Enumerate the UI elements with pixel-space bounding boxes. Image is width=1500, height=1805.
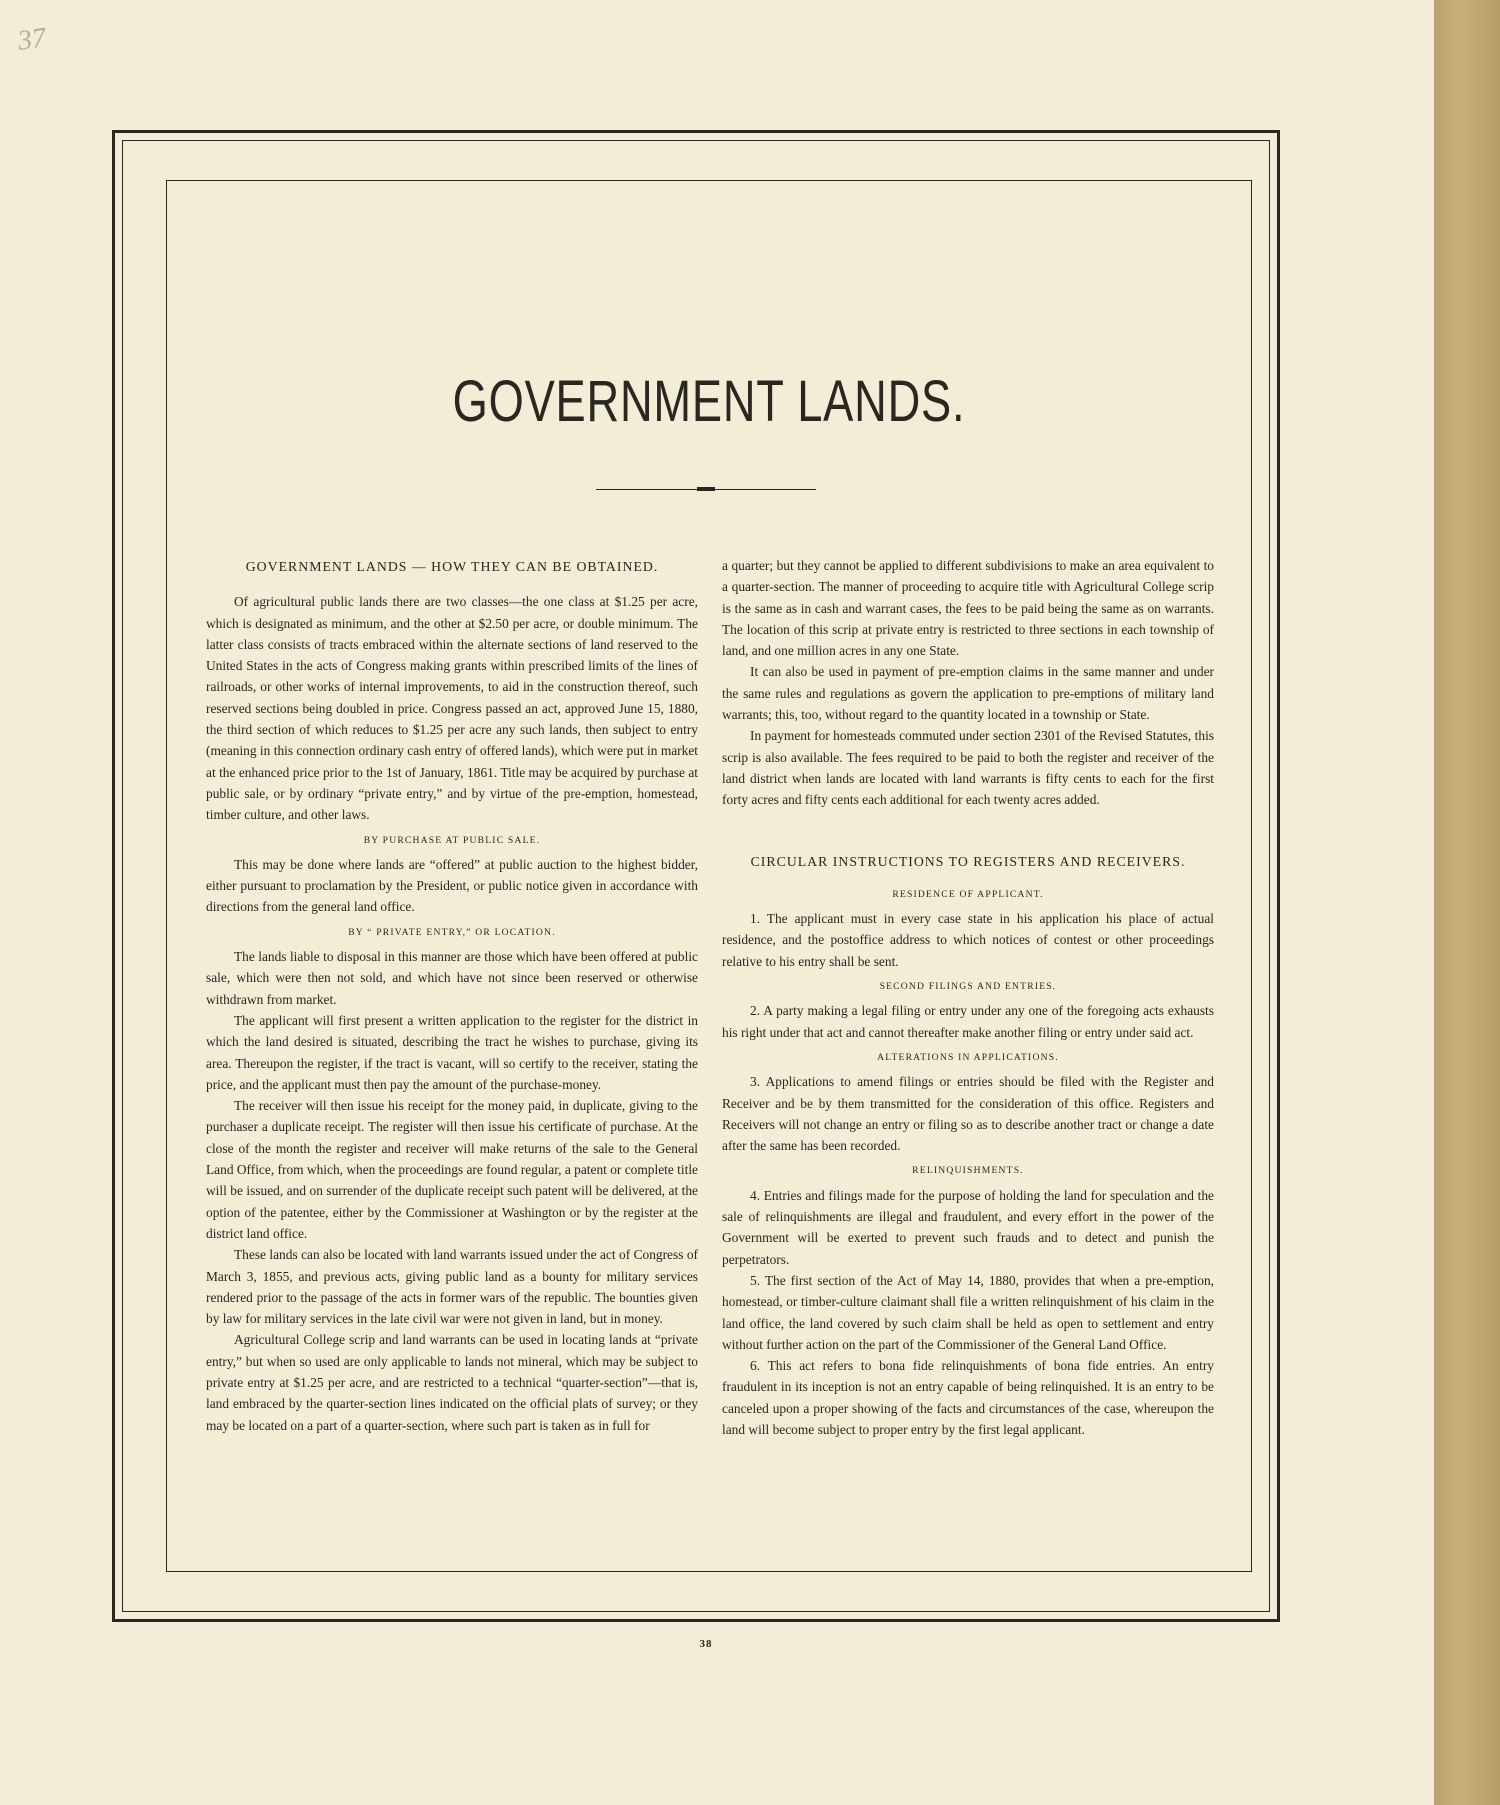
paragraph: 2. A party making a legal filing or entry under any one of the foregoing acts exhausts his right under that act and cannot thereafter make another filing or entry under said act.: [722, 1003, 1214, 1040]
paragraph: 4. Entries and filings made for the purpose of holding the land for speculation and the sale of relinquishments are illegal and fraudulent, and every effort in the power of the Government will be exerted to prevent such frauds and to detect and punish the perpetrators.: [722, 1187, 1214, 1267]
subheading-relinquishments: RELINQUISHMENTS.: [912, 1165, 1024, 1177]
paragraph: 3. Applications to amend filings or entries should be filed with the Register and Receiver and be by them transmitted for the consideration of this office. Registers and Receivers will not change an entry or filing so as to describe another tract or change a date after the same has been recorded.: [722, 1074, 1214, 1154]
paragraph: Agricultural College scrip and land warrants can be used in locating lands at “private entry,” but when so used are only applicable to lands not mineral, which may be subject to private entry at $1.25 per acre, and are restricted to a technical “quarter-section”—that is, land embraced by the quarter-section lines indicated on the official plats of survey; or they may be located on a part of a quarter-section, where such part is taken as in full for: [206, 1332, 698, 1433]
paragraph: It can also be used in payment of pre-emption claims in the same manner and under the same rules and regulations as govern the application to pre-emptions of military land warrants; this, too, without regard to the quantity located in a township or State.: [722, 664, 1214, 723]
paragraph: 1. The applicant must in every case state in his application his place of actual residence, and the postoffice address to which notices of contest or other proceedings relative to his entry shall be sent.: [722, 911, 1214, 969]
subheading-private-entry: BY “ PRIVATE ENTRY,” OR LOCATION.: [348, 926, 556, 938]
page-number: 38: [699, 1638, 713, 1650]
book-spine-edge: [1434, 0, 1500, 1805]
subheading-residence: RESIDENCE OF APPLICANT.: [892, 888, 1044, 900]
corner-pencil-mark: 37: [15, 22, 48, 57]
left-column: [206, 556, 698, 1436]
paragraph: a quarter; but they cannot be applied to different subdivisions to make an area equivalent to a quarter-section. The manner of proceeding to acquire title with Agricultural College scrip is the same as in cash and warrant cases, the fees to be paid being the same as on warrants. The location of this scrip at private entry is restricted to three sections in each township of land, and one million acres in any one State.: [722, 558, 1214, 659]
paragraph: In payment for homesteads commuted under section 2301 of the Revised Statutes, this scrip is also available. The fees required to be paid to both the register and receiver of the land district when lands are located with land warrants is fifty cents to each for the first forty acres and fifty cents each additional for each twenty acres added.: [722, 728, 1214, 808]
paragraph: These lands can also be located with land warrants issued under the act of Congress of March 3, 1855, and previous acts, giving public land as a bounty for military services rendered prior to the passage of the acts in former wars of the republic. The bounties given by law for military services in the late civil war were not given in land, but in money.: [206, 1247, 698, 1327]
paragraph: The applicant will first present a written application to the register for the district in which the land desired is situated, describing the tract he wishes to purchase, giving its area. Thereupon the register, if the tract is vacant, will so certify to the receiver, stating the price, and the applicant must then pay the amount of the purchase-money.: [206, 1012, 698, 1092]
paragraph: 5. The first section of the Act of May 14, 1880, provides that when a pre-emption, homestead, or timber-culture claimant shall file a written relinquishment of his claim in the land office, the land covered by such claim shall be held as open to settlement and entry without further action on the part of the Commissioner of the General Land Office.: [722, 1272, 1214, 1352]
title-divider-ornament: [697, 487, 715, 491]
paragraph: The lands liable to disposal in this manner are those which have been offered at public sale, which were then not sold, and which have not since been reserved or otherwise withdrawn from market.: [206, 949, 698, 1007]
subheading-public-sale: BY PURCHASE AT PUBLIC SALE.: [363, 834, 541, 846]
paragraph: 6. This act refers to bona fide relinquishments of bona fide entries. An entry fraudulent in its inception is not an entry capable of being relinquished. It is an entry to be canceled upon a proper showing of the facts and circumstances of the case, whereupon the land will become subject to proper entry by the first legal applicant.: [722, 1358, 1214, 1437]
paragraph: The receiver will then issue his receipt for the money paid, in duplicate, giving to the purchaser a duplicate receipt. The register will then issue his certificate of purchase. At the close of the month the register and receiver will make returns of the sale to the General Land Office, from which, when the proceedings are found regular, a patent or complete title will be issued, and on surrender of the duplicate receipt such patent will be delivered, at the option of the patentee, either by the Commissioner at Washington or by the register at the district land office.: [206, 1098, 698, 1241]
page-title: GOVERNMENT LANDS.: [452, 369, 966, 434]
paragraph: This may be done where lands are “offered” at public auction to the highest bidder, either pursuant to proclamation by the President, or public notice given in accordance with directions from the general land office.: [206, 856, 698, 915]
right-column: [722, 555, 1214, 1440]
subheading-second-filings: SECOND FILINGS AND ENTRIES.: [879, 981, 1057, 993]
section-heading-circular-instructions: CIRCULAR INSTRUCTIONS TO REGISTERS AND RECEIVERS.: [750, 853, 1186, 869]
paragraph: Of agricultural public lands there are two classes—the one class at $1.25 per acre, which is designated as minimum, and the other at $2.50 per acre, or double minimum. The latter class consists of tracts embraced within the alternate sections of land reserved to the United States in the acts of Congress making grants within prescribed limits of the lines of railroads, or other works of internal improvements, to aid in the construction thereof, such reserved sections being doubled in price. Congress passed an act, approved June 15, 1880, the third section of which reduces to $1.25 per acre any such lands, then subject to entry (meaning in this connection ordinary cash entry of offered lands), which were put in market at the enhanced price prior to the 1st of January, 1861. Title may be acquired by purchase at public sale, or by ordinary “private entry,” and by virtue of the pre-emption, homestead, timber culture, and other laws.: [206, 594, 698, 823]
subheading-alterations: ALTERATIONS IN APPLICATIONS.: [877, 1051, 1059, 1063]
section-heading-how-obtained: GOVERNMENT LANDS — HOW THEY CAN BE OBTAINED.: [245, 559, 659, 574]
